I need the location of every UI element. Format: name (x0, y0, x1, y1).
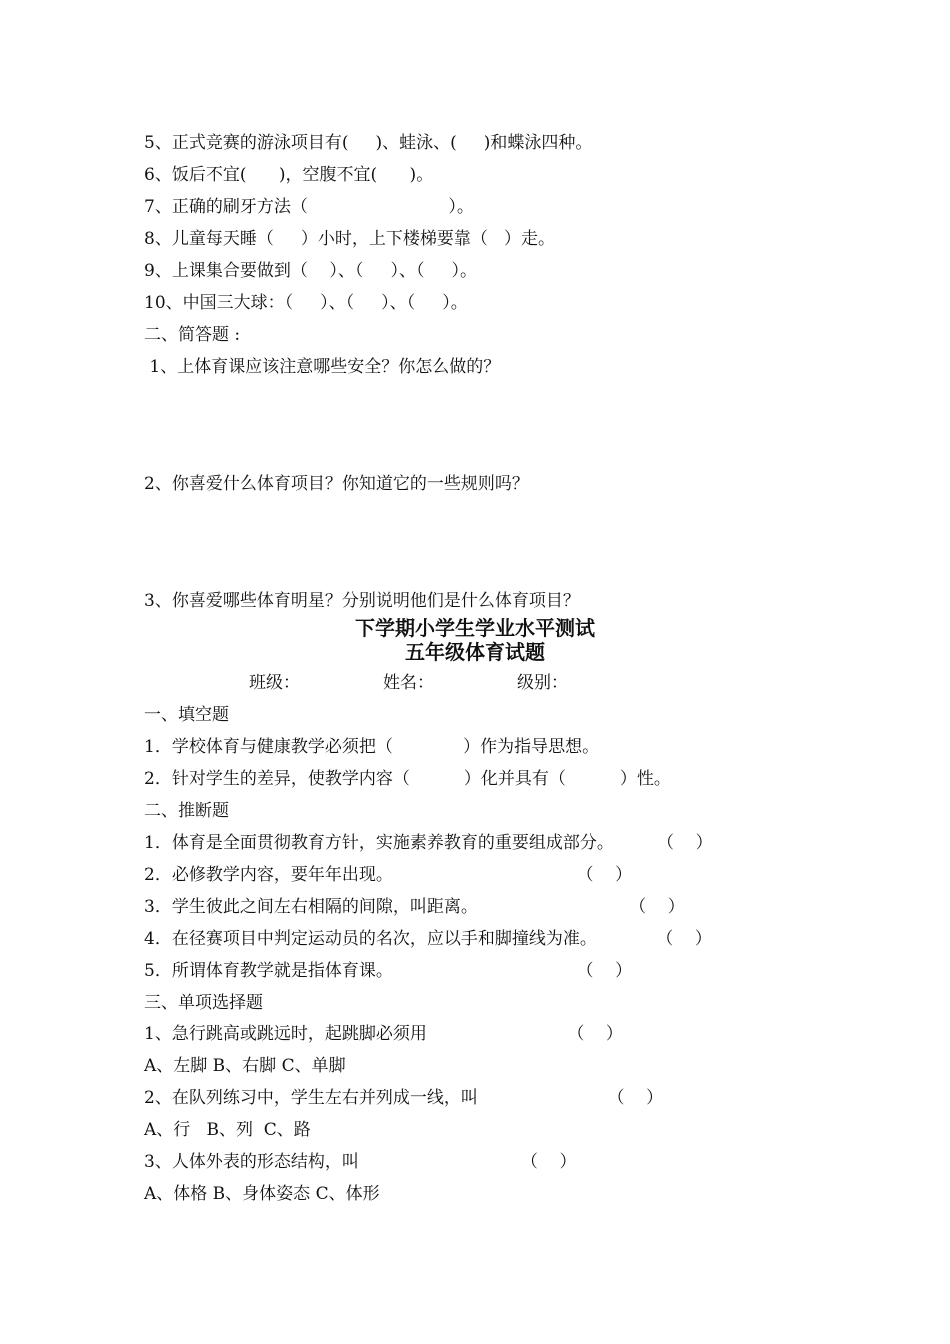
question-line: 4．在径赛项目中判定运动员的名次，应以手和脚撞线为准。 （ ） (144, 929, 712, 949)
question-line: 1、上体育课应该注意哪些安全？你怎么做的？ (144, 357, 501, 377)
answer-options: A、左脚 B、右脚 C、单脚 (144, 1056, 346, 1076)
section-heading: 二、简答题 : (144, 325, 241, 345)
question-line: 10、中国三大球：（ ）、（ ）、（ ）。 (144, 293, 468, 313)
name-label: 姓名： (383, 673, 434, 693)
question-line: 8、儿童每天睡（ ）小时，上下楼梯要靠（ ）走。 (144, 229, 556, 249)
question-line: 5、正式竞赛的游泳项目有( )、蛙泳、( )和蝶泳四种。 (144, 133, 593, 153)
question-line: 6、饭后不宜( )，空腹不宜( )。 (144, 165, 434, 185)
section-heading: 一、填空题 (144, 705, 229, 725)
question-line: 3、你喜爱哪些体育明星？分别说明他们是什么体育项目？ (144, 591, 580, 611)
question-line: 7、正确的刷牙方法（ ）。 (144, 197, 474, 217)
question-line: 3．学生彼此之间左右相隔的间隙，叫距离。 （ ） (144, 897, 685, 917)
question-line: 2、在队列练习中，学生左右并列成一线，叫 （ ） (144, 1088, 664, 1108)
question-line: 2、你喜爱什么体育项目？你知道它的一些规则吗？ (144, 474, 529, 494)
section-heading: 三、单项选择题 (144, 993, 263, 1013)
exam-subtitle: 五年级体育试题 (405, 640, 545, 664)
question-line: 1．体育是全面贯彻教育方针，实施素养教育的重要组成部分。 （ ） (144, 833, 713, 853)
question-line: 9、上课集合要做到（ ）、（ ）、（ ）。 (144, 261, 477, 281)
question-line: 3、人体外表的形态结构，叫 （ ） (144, 1152, 577, 1172)
question-line: 2．必修教学内容，要年年出现。 （ ） (144, 865, 633, 885)
question-line: 5．所谓体育教学就是指体育课。 （ ） (144, 961, 633, 981)
section-heading: 二、推断题 (144, 801, 229, 821)
exam-title: 下学期小学生学业水平测试 (355, 616, 595, 640)
answer-options: A、行 B、列 C、路 (144, 1120, 311, 1140)
answer-options: A、体格 B、身体姿态 C、体形 (144, 1184, 380, 1204)
question-line: 1．学校体育与健康教学必须把（ ）作为指导思想。 (144, 737, 600, 757)
question-line: 2．针对学生的差异，使教学内容（ ）化并具有（ ）性。 (144, 769, 671, 789)
question-line: 1、急行跳高或跳远时，起跳脚必须用 （ ） (144, 1024, 623, 1044)
class-label: 班级： (249, 673, 300, 693)
level-label: 级别： (517, 673, 568, 693)
